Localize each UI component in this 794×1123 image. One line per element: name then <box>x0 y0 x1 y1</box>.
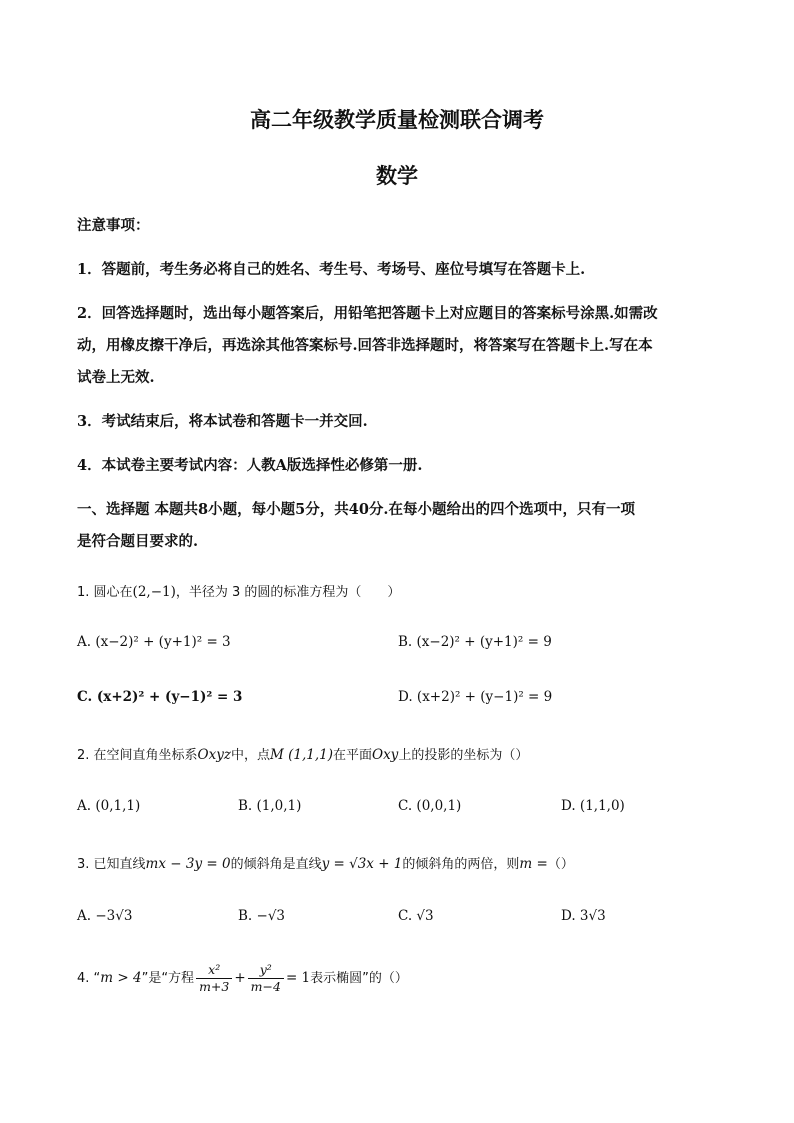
question-1-center: (2,−1) <box>132 584 176 600</box>
question-3-option-a: A. −3√3 <box>77 908 133 924</box>
section-1-line-1: 一、选择题 本题共8小题，每小题5分，共40分.在每小题给出的四个选项中，只有一项 <box>77 501 635 518</box>
question-2-option-c: C. (0,0,1) <box>398 798 462 814</box>
notice-item-2-line-1: 2．回答选择题时，选出每小题答案后，用铅笔把答题卡上对应题目的答案标号涂黑.如需改 <box>77 305 658 322</box>
notice-item-1: 1．答题前，考生务必将自己的姓名、考生号、考场号、座位号填写在答题卡上. <box>77 261 586 278</box>
question-1-option-d: D. (x+2)² + (y−1)² = 9 <box>398 689 553 705</box>
question-2-stem: 2. 在空间直角坐标系Oxyz中，点M (1,1,1)在平面Oxy上的投影的坐标为（） <box>77 747 529 763</box>
question-3-option-c: C. √3 <box>398 908 434 924</box>
exam-title: 高二年级教学质量检测联合调考 <box>250 107 544 132</box>
question-3-option-d: D. 3√3 <box>561 908 606 924</box>
question-4-stem: 4. “m > 4”是“方程 $\frac{\text{x²}}{m+3}$ + $\frac{\text{y²}}{m-4}$ = 1表示椭圆”的（） <box>77 962 408 994</box>
section-1-line-2: 是符合题目要求的. <box>77 533 199 550</box>
question-1-stem: 1. 圆心在(2,−1)，半径为 3 的圆的标准方程为（ ） <box>77 584 401 600</box>
question-1-option-a: A. (x−2)² + (y+1)² = 3 <box>77 634 231 650</box>
notice-item-3: 3．考试结束后，将本试卷和答题卡一并交回. <box>77 413 368 430</box>
question-1-option-c: C. (x+2)² + (y−1)² = 3 <box>77 689 243 705</box>
subject-title: 数学 <box>376 163 418 188</box>
question-3-option-b: B. −√3 <box>238 908 286 924</box>
question-2-option-b: B. (1,0,1) <box>238 798 302 814</box>
fraction-y: $\frac{\text{y²}}{m-4}$ <box>248 962 284 995</box>
question-2-option-d: D. (1,1,0) <box>561 798 625 814</box>
notice-item-4: 4．本试卷主要考试内容：人教A版选择性必修第一册. <box>77 457 423 474</box>
fraction-x: $\frac{\text{x²}}{m+3}$ <box>196 962 232 995</box>
question-3-stem: 3. 已知直线mx − 3y = 0的倾斜角是直线y = √3x + 1的倾斜角的两倍，则m =（） <box>77 856 574 872</box>
notice-item-2-line-2: 动，用橡皮擦干净后，再选涂其他答案标号.回答非选择题时，将答案写在答题卡上.写在本 <box>77 337 653 354</box>
notice-item-2-line-3: 试卷上无效. <box>77 369 155 386</box>
question-2-option-a: A. (0,1,1) <box>77 798 141 814</box>
notice-heading: 注意事项： <box>77 217 150 234</box>
question-1-option-b: B. (x−2)² + (y+1)² = 9 <box>398 634 552 650</box>
